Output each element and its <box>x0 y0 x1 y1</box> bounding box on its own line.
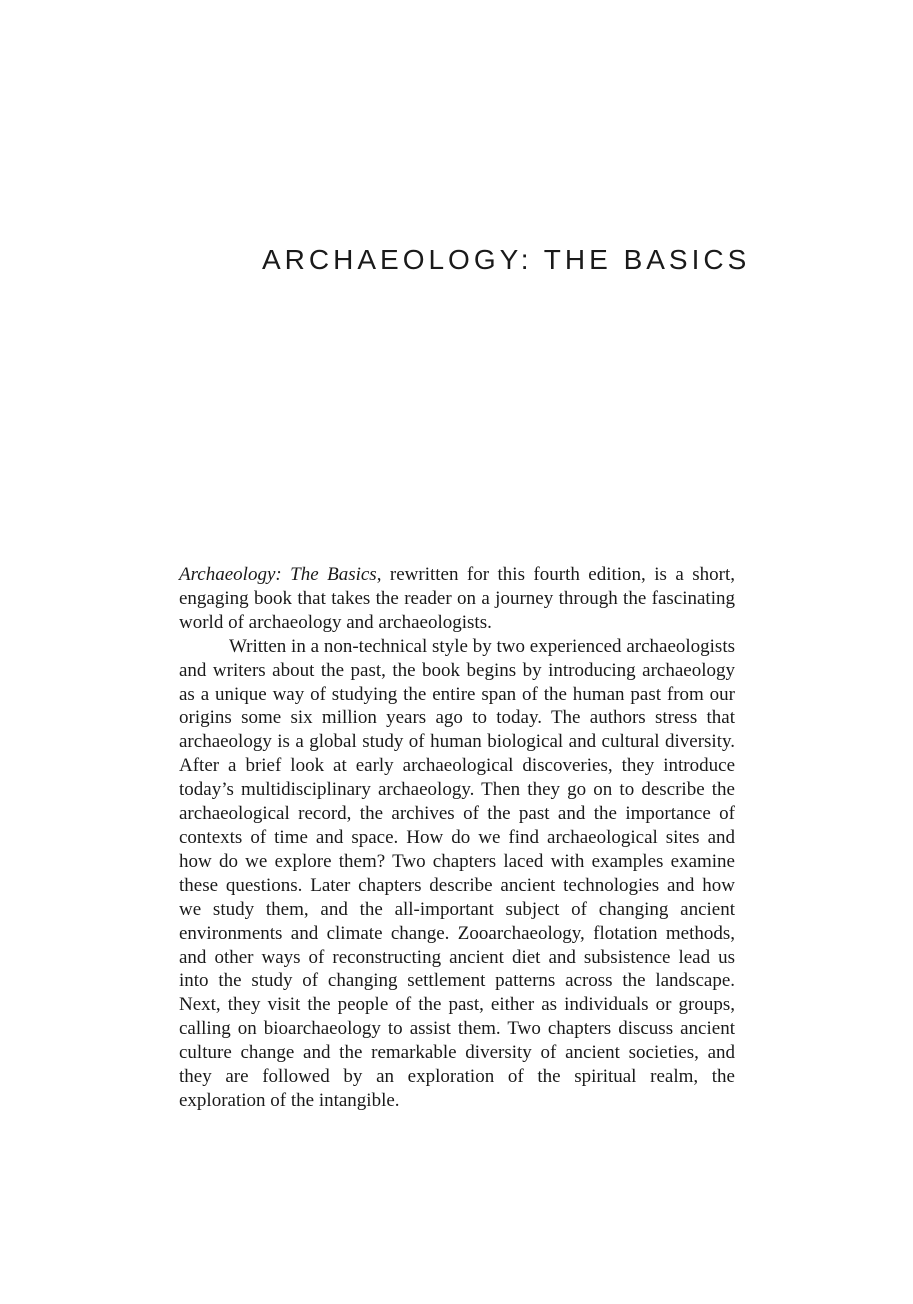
intro-text: , rewritten for this fourth edition, is a short, engaging book that takes the reader on a journey through the fascinating world of archaeology and archaeologists. <box>179 564 735 633</box>
back-cover-blurb <box>179 563 735 1113</box>
book-title-italic: Archaeology: The Basics <box>179 564 377 585</box>
blurb-paragraph-intro <box>179 563 735 635</box>
blurb-paragraph-overview: Written in a non-technical style by two experienced archaeologists and writers about the past, the book begins by introducing archaeology as a unique way of studying the entire span of the human past from our origins some six million years ago to today. The authors stress that archaeology is a global study of human biological and cultural diversity. After a brief look at early archaeological discoveries, they introduce today’s multidisciplinary archaeology. Then they go on to describe the archaeological record, the archives of the past and the importance of contexts of time and space. How do we find archaeological sites and how do we explore them? Two chapters laced with examples examine these questions. Later chapters describe ancient technologies and how we study them, and the all-important subject of changing ancient environments and climate change. Zooarchaeology, flotation methods, and other ways of reconstructing ancient diet and subsistence lead us into the study of changing settlement patterns across the landscape. Next, they visit the people of the past, either as individuals or groups, calling on bioarchaeology to assist them. Two chapters discuss ancient culture change and the remarkable diversity of ancient societies, and they are followed by an exploration of the spiritual realm, the exploration of the intangible. <box>179 635 735 1111</box>
page-title: ARCHAEOLOGY: THE BASICS <box>262 244 751 275</box>
